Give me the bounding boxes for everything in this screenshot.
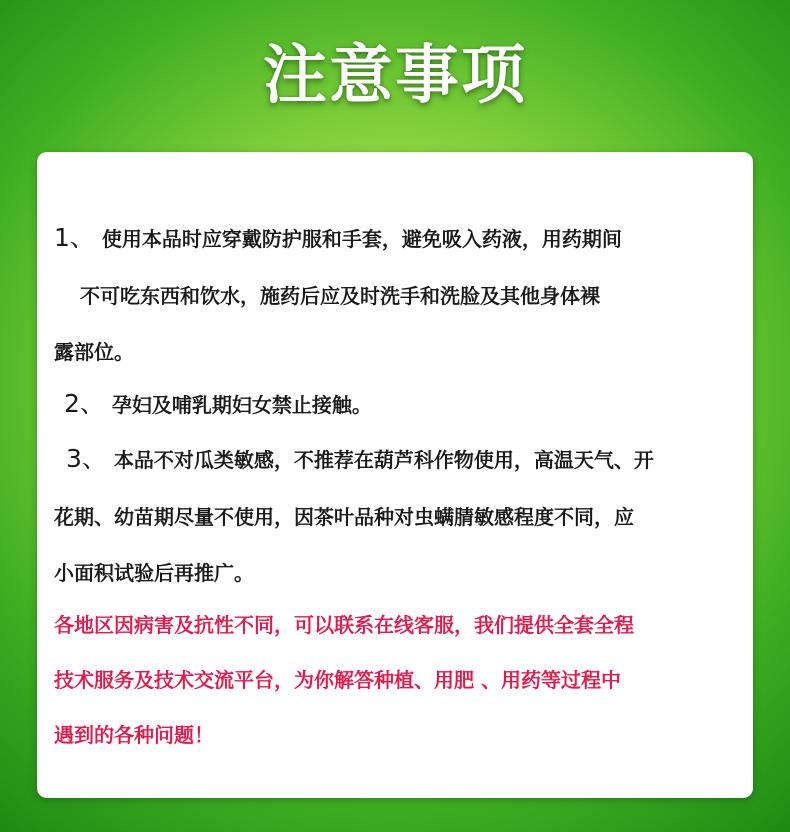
item1-text-line1: 使用本品时应穿戴防护服和手套，避免吸入药液，用药期间 <box>101 227 622 251</box>
item3-text-line2: 花期、幼苗期尽量不使用，因茶叶品种对虫螨腈敏感程度不同，应 <box>54 505 634 529</box>
item1-number: 1、 <box>54 223 95 252</box>
item1-text-line2: 不可吃东西和饮水，施药后应及时洗手和洗脸及其他身体裸 <box>80 284 600 308</box>
notice-card <box>37 152 753 798</box>
item1-text-line3: 露部位。 <box>54 340 134 364</box>
service-text-line2: 技术服务及技术交流平台，为你解答种植、用肥 、用药等过程中 <box>54 668 621 692</box>
item2-text-line1: 孕妇及哺乳期妇女禁止接触。 <box>111 393 372 417</box>
item3-text-line1: 本品不对瓜类敏感，不推荐在葫芦科作物使用，高温天气、开 <box>113 448 654 472</box>
service-text-line1: 各地区因病害及抗性不同，可以联系在线客服，我们提供全套全程 <box>54 613 634 637</box>
item3-line1 <box>66 445 654 474</box>
service-text-line3: 遇到的各种问题！ <box>54 723 214 747</box>
item1-line1 <box>54 224 622 253</box>
item3-text-line3: 小面积试验后再推广。 <box>54 561 254 585</box>
item2-line1 <box>64 390 372 419</box>
item2-number: 2、 <box>64 389 105 418</box>
page-title: 注意事项 <box>263 39 527 113</box>
item3-number: 3、 <box>66 444 107 473</box>
